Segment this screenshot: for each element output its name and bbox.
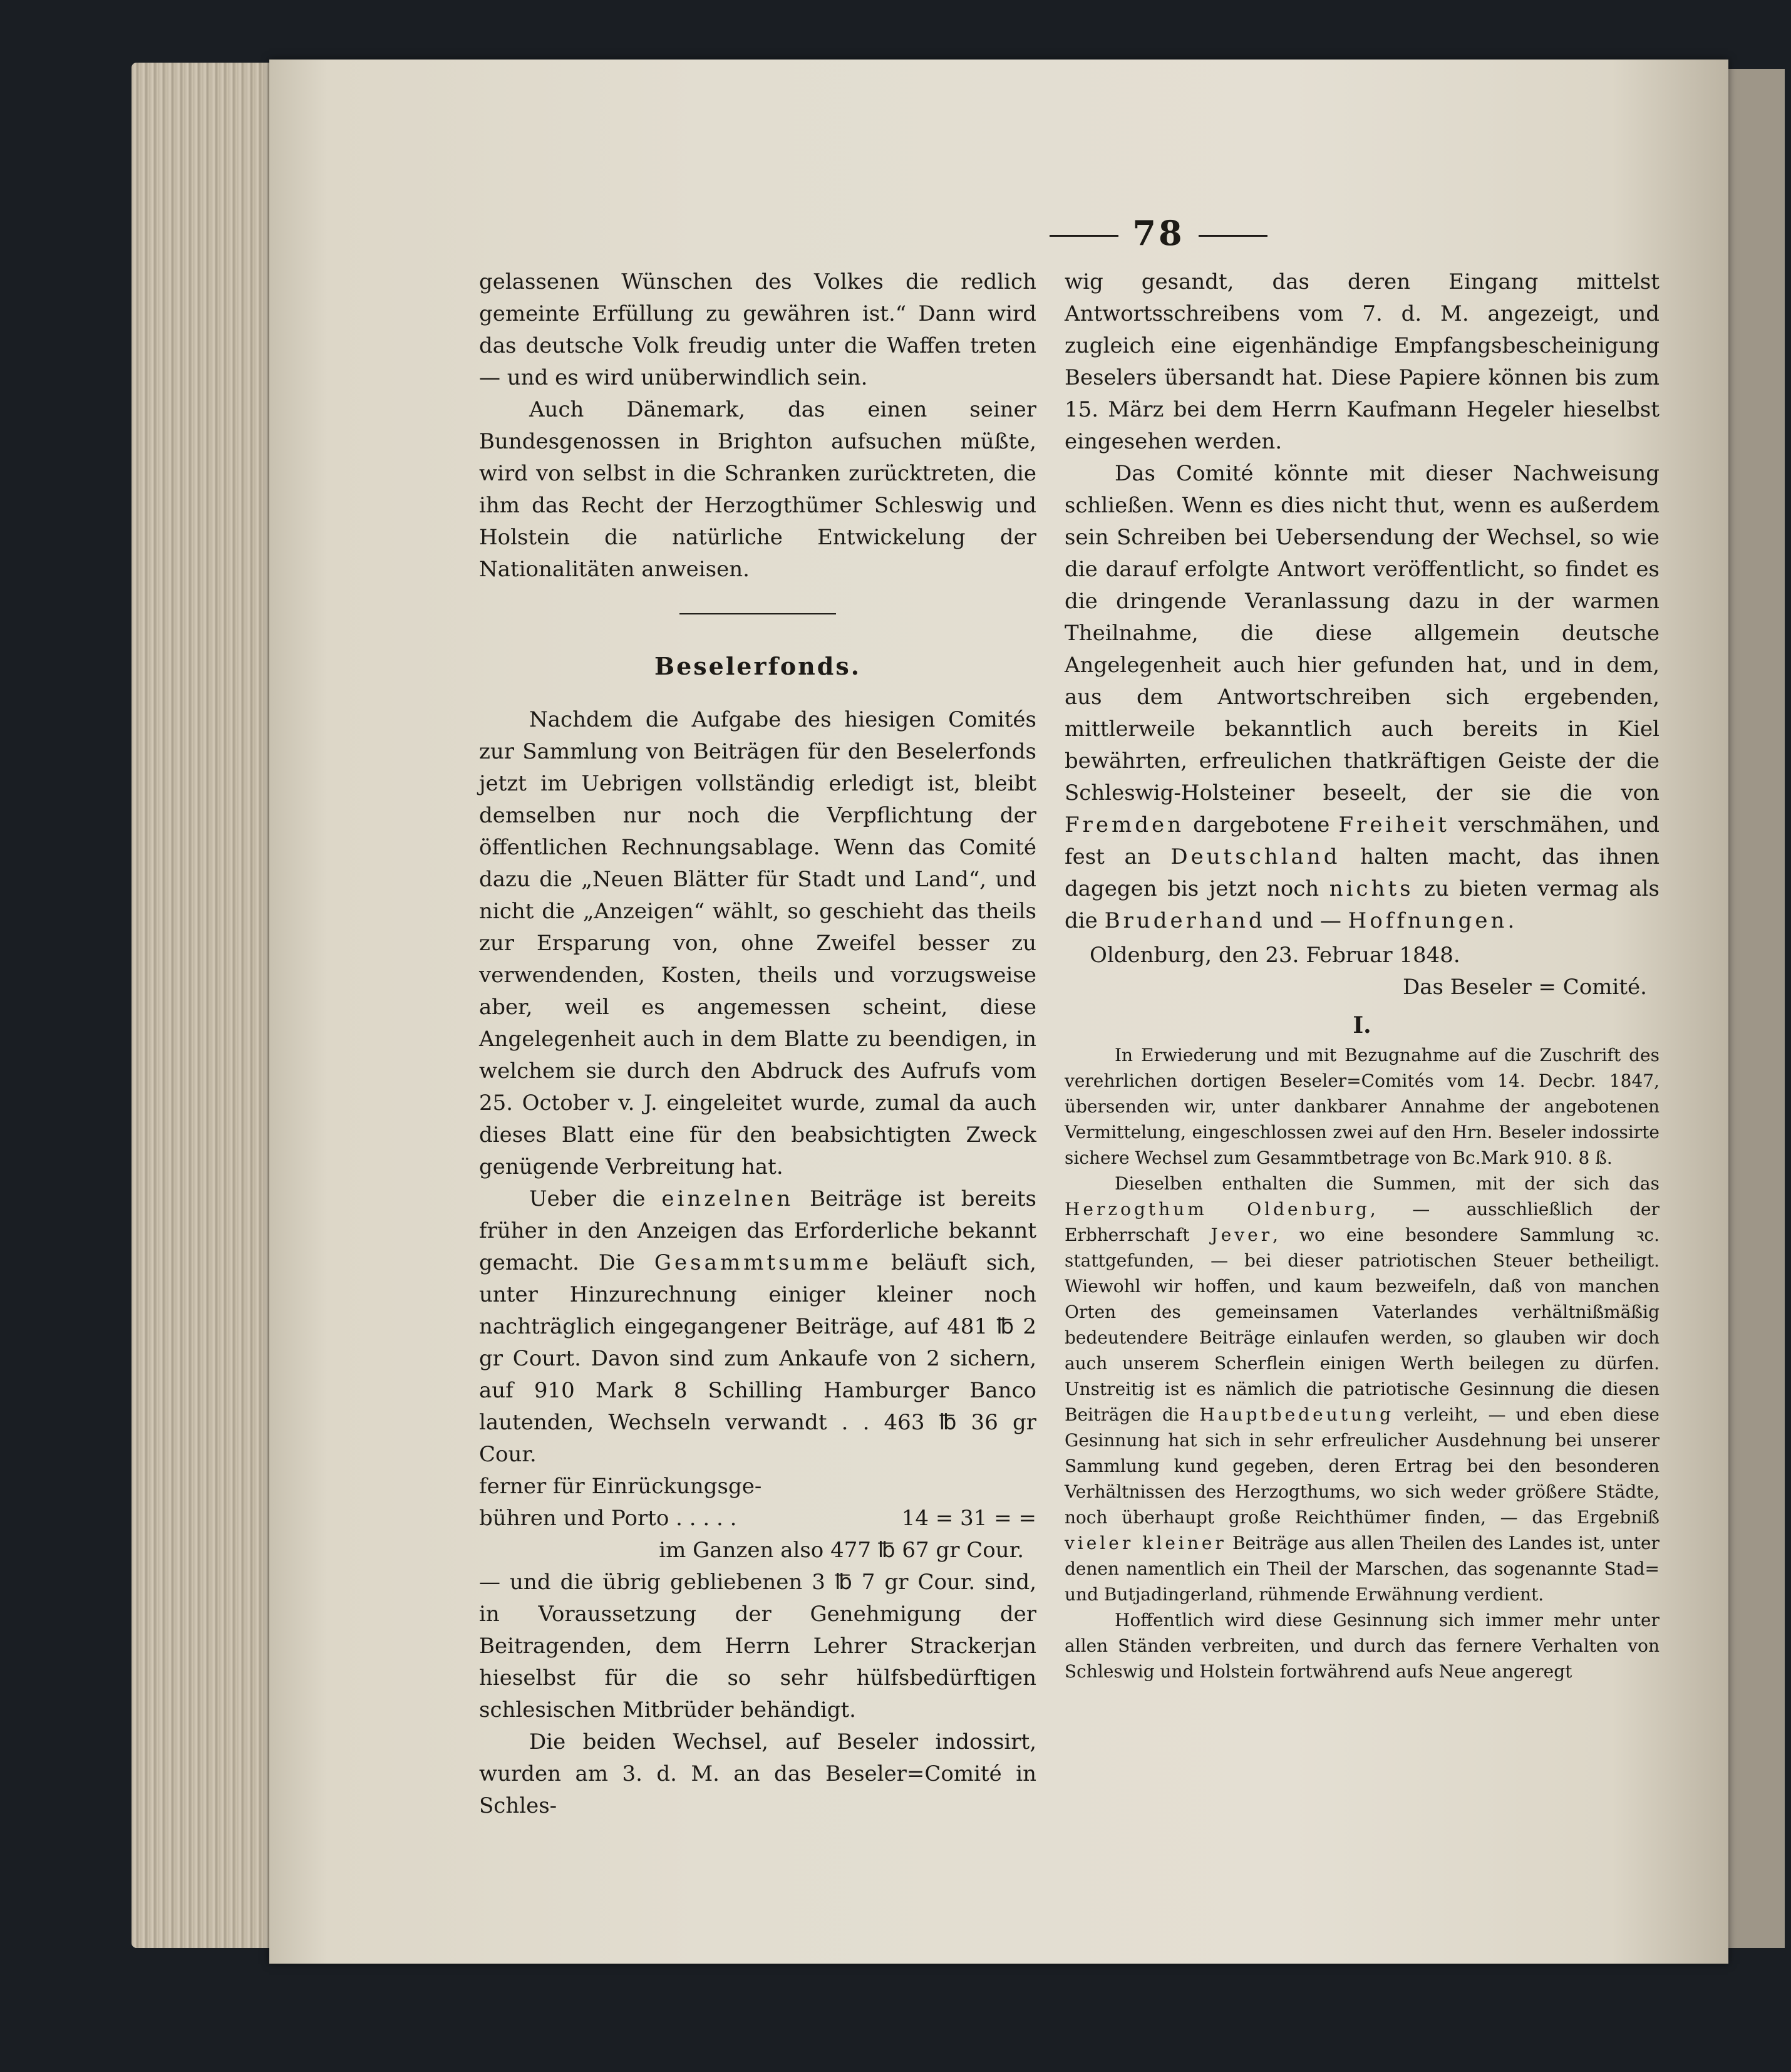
- left-column: [479, 266, 1036, 1822]
- right-column: [1065, 266, 1659, 1684]
- emphasis: vieler kleiner: [1065, 1533, 1227, 1553]
- emphasis: nichts: [1329, 876, 1414, 901]
- dateline: Oldenburg, den 23. Februar 1848.: [1090, 943, 1460, 968]
- emphasis: einzelnen: [661, 1186, 794, 1211]
- section-title: Beselerfonds.: [654, 652, 861, 680]
- paragraph: Hoffentlich wird diese Gesinnung sich immer mehr unter allen Ständen verbreiten, und durch das fernere Verhalten von Schleswig und Holstein fortwährend aufs Neue angeregt: [1065, 1610, 1659, 1682]
- text-run: zu bieten vermag als die: [1065, 876, 1659, 933]
- emphasis: Herzogthum Oldenburg: [1065, 1199, 1370, 1220]
- text-run: verschmähen, und fest an: [1065, 812, 1659, 869]
- emphasis: Hauptbedeutung: [1199, 1404, 1395, 1425]
- paragraph: In Erwiederung und mit Bezugnahme auf die Zuschrift des verehrlichen dortigen Beseler=Comités vom 14. Decbr. 1847, übersenden wir, unter dankbarer Annahme der angebotenen Vermittelung, eingeschlossen zwei auf den Hrn. Beseler indossirte sichere Wechsel zum Gesammtbetrage von Bc.Mark 910. 8 ß.: [1065, 1045, 1659, 1168]
- text-run: Ueber die: [529, 1186, 662, 1211]
- page-number: 78: [1033, 213, 1284, 253]
- section-divider: [679, 613, 836, 614]
- enclosure-letter: [1065, 1042, 1659, 1684]
- enclosure-number: I.: [1353, 1012, 1371, 1039]
- paragraph: [1065, 458, 1659, 937]
- ledger-value: 14 = 31 = =: [901, 1506, 1036, 1531]
- ledger-label: bühren und Porto . . . . .: [479, 1506, 737, 1531]
- paragraph: [479, 1183, 1036, 1471]
- text-run: dargebotene: [1184, 812, 1339, 837]
- emphasis: Deutschland: [1170, 844, 1341, 869]
- signature: Das Beseler = Comité.: [1402, 975, 1647, 1000]
- paragraph: Die beiden Wechsel, auf Beseler indossirt, wurden am 3. d. M. an das Beseler=Comité in Schles-: [479, 1729, 1036, 1818]
- emphasis: Gesammtsumme: [654, 1250, 872, 1275]
- paragraph: wig gesandt, das deren Eingang mittelst Antwortsschreibens vom 7. d. M. angezeigt, und zugleich eine eigenhändige Empfangsbescheinigung Beselers übersandt hat. Diese Papiere können bis zum 15. März bei dem Herrn Kaufmann Hegeler hieselbst eingesehen werden.: [1065, 269, 1659, 454]
- emphasis: Freiheit: [1338, 812, 1450, 837]
- text-run: , wo eine besondere Sammlung ꝛc. stattgefunden, — bei dieser patriotischen Steuer betheiligt. Wiewohl wir hoffen, und kaum bezweifeln, daß von manchen Orten des gemeinsamen Vaterlandes verhältnißmäßig bedeutendere Beiträge einlaufen werden, so glauben wir doch auch unserem Scherflein einigen Werth beilegen zu dürfen. Unstreitig ist es nämlich die patriotische Gesinnung die diesen Beiträgen die: [1065, 1225, 1659, 1425]
- paragraph: gelassenen Wünschen des Volkes die redlich gemeinte Erfüllung zu gewähren ist.“ Dann wird das deutsche Volk freudig unter die Waffen treten — und es wird unüberwindlich sein.: [479, 269, 1036, 390]
- text-run: Beiträge aus allen Theilen des Landes ist, unter denen namentlich ein Theil der Marschen, das sogenannte Stad= und Butjadingerland, rühmende Erwähnung verdient.: [1065, 1533, 1659, 1605]
- text-run: .: [1507, 908, 1515, 933]
- ledger-row: ferner für Einrückungsge-: [479, 1474, 762, 1499]
- text-run: beläuft sich, unter Hinzurechnung einiger kleiner noch nachträglich eingegangener Beiträge, auf 481 ℔ 2 gr Court. Davon sind zum Ankaufe von 2 sichern, auf 910 Mark 8 Schilling Hamburger Banco lautenden, Wechseln verwandt . . 463 ℔ 36 gr Cour.: [479, 1250, 1036, 1467]
- book-page-edges: [132, 63, 282, 1948]
- text-run: Das Comité könnte mit dieser Nachweisung schließen. Wenn es dies nicht thut, wenn es außerdem sein Schreiben bei Uebersendung der Wechsel, so wie die darauf erfolgte Antwort veröffentlicht, so findet es die dringende Veranlassung dazu in der warmen Theilnahme, die diese allgemein deutsche Angelegenheit auch hier gefunden hat, und in dem, aus dem Antwortschreiben sich ergebenden, mittlerweile bekanntlich auch bereits in Kiel bewährten, erfreulichen thatkräftigen Geiste der die Schleswig-Holsteiner beseelt, der sie die von: [1065, 461, 1659, 805]
- text-run: halten macht, das ihnen dagegen bis jetzt noch: [1065, 844, 1659, 901]
- emphasis: Jever: [1210, 1225, 1273, 1245]
- paragraph: Nachdem die Aufgabe des hiesigen Comités zur Sammlung von Beiträgen für den Beselerfonds jetzt im Uebrigen vollständig erledigt ist, bleibt demselben nur noch die Verpflichtung der öffentlichen Rechnungsablage. Wenn das Comité dazu die „Neuen Blätter für Stadt und Land“, und nicht die „Anzeigen“ wählt, so geschieht das theils zur Ersparung von, ohne Zweifel besser zu verwendenden, Kosten, theils und vorzugsweise aber, weil es angemessen scheint, diese Angelegenheit auch in dem Blatte zu beendigen, in welchem sie durch den Abdruck des Aufrufs vom 25. October v. J. eingeleitet wurde, zumal da auch dieses Blatt eine für den beabsichtigten Zweck genügende Verbreitung hat.: [479, 707, 1036, 1179]
- text-run: verleiht, — und eben diese Gesinnung hat sich in sehr erfreulicher Ausdehnung bei unserer Sammlung kund gegeben, deren Ertrag bei den besonderen Verhältnissen des Herzogthums, wo sich weder größere Städte, noch überhaupt große Reichthümer finden, — das Ergebniß: [1065, 1404, 1659, 1528]
- paragraph: — und die übrig gebliebenen 3 ℔ 7 gr Cour. sind, in Voraussetzung der Genehmigung der Beitragenden, dem Herrn Lehrer Strackerjan hieselbst für die so sehr hülfsbedürftigen schlesischen Mitbrüder behändigt.: [479, 1570, 1036, 1722]
- text-run: Dieselben enthalten die Summen, mit der sich das: [1115, 1173, 1659, 1194]
- emphasis: Hoffnungen: [1348, 908, 1508, 933]
- emphasis: Bruderhand: [1104, 908, 1266, 933]
- emphasis: Fremden: [1065, 812, 1184, 837]
- ledger-row: [479, 1503, 1036, 1535]
- text-run: Beiträge ist bereits früher in den Anzeigen das Erforderliche bekannt gemacht. Die: [479, 1186, 1036, 1275]
- text-run: und —: [1265, 908, 1348, 933]
- ledger: [479, 1471, 1036, 1567]
- printed-page: [269, 60, 1728, 1964]
- ledger-total: im Ganzen also 477 ℔ 67 gr Cour.: [659, 1538, 1024, 1563]
- paragraph: Auch Dänemark, das einen seiner Bundesgenossen in Brighton aufsuchen müßte, wird von selbst in die Schranken zurücktreten, die ihm das Recht der Herzogthümer Schleswig und Holstein die natürliche Entwickelung der Nationalitäten anweisen.: [479, 397, 1036, 582]
- text-run: , — ausschließlich der Erbherrschaft: [1065, 1199, 1659, 1245]
- paragraph: [1065, 1171, 1659, 1607]
